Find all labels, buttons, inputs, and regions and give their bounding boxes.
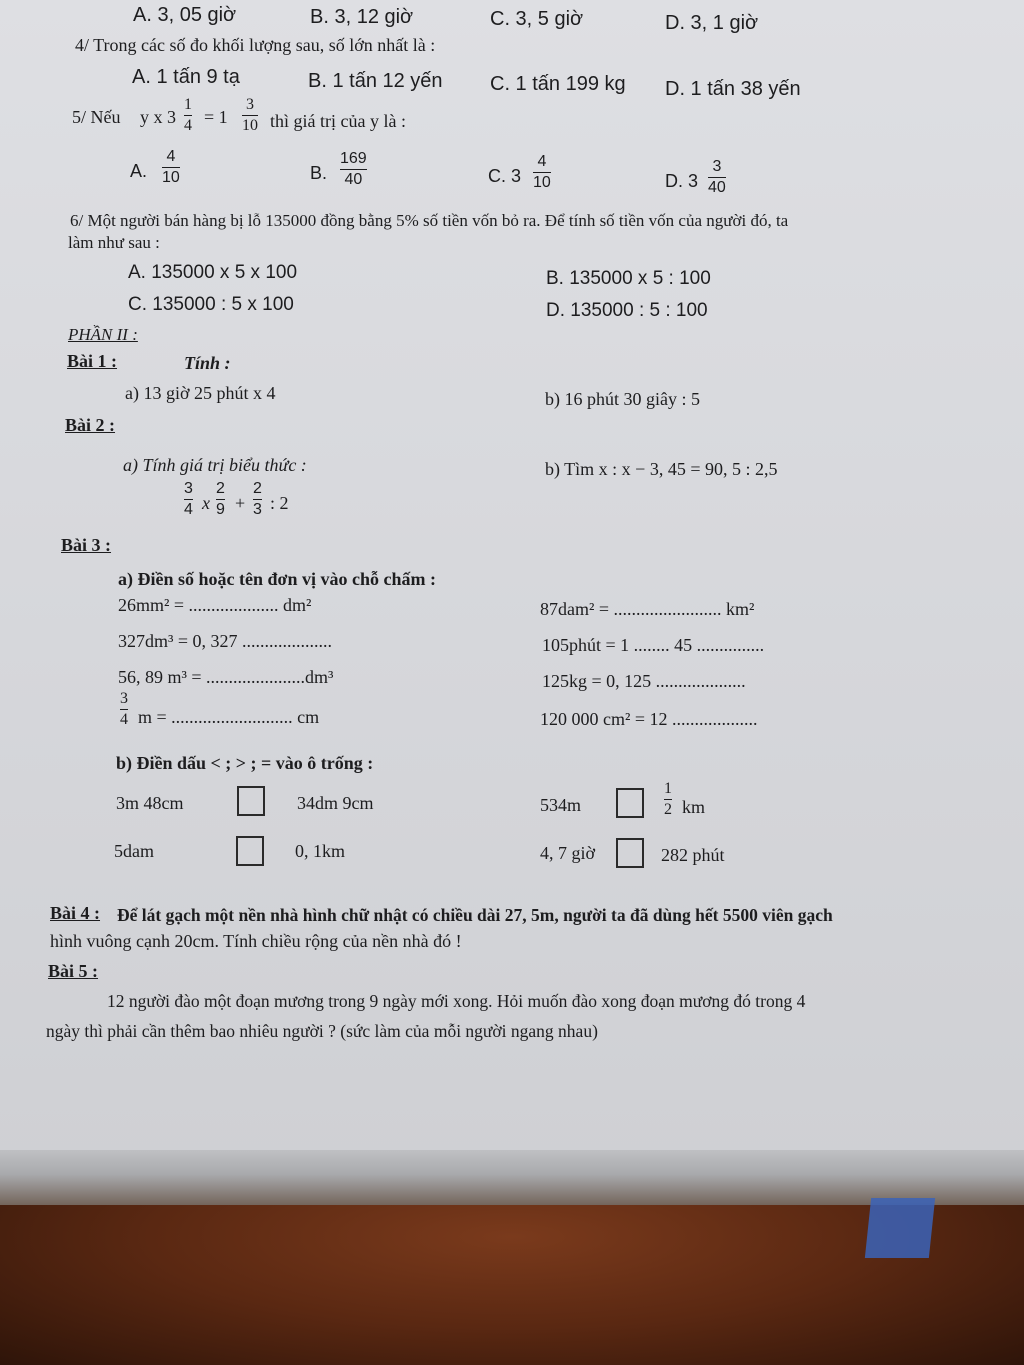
q3-option-b: B. 3, 12 giờ	[310, 6, 414, 28]
q5-option-c-label: C. 3	[488, 166, 522, 186]
bai-3-label: Bài 3 :	[61, 535, 112, 555]
bai-4-line-1: Để lát gạch một nền nhà hình chữ nhật có chiều dài 27, 5m, người ta đã dùng hết 5500 viên gạch	[117, 905, 833, 925]
q6-line-1: 6/ Một người bán hàng bị lỗ 135000 đồng bằng 5% số tiền vốn bỏ ra. Để tính số tiền vốn của người đó, ta	[70, 211, 789, 230]
bai-4-line-2: hình vuông cạnh 20cm. Tính chiều rộng của nền nhà đó !	[50, 931, 462, 951]
bai-3-part-b: b) Điền dấu < ; > ; = vào ô trống :	[116, 753, 374, 773]
compare-2-left: 534m	[540, 795, 582, 815]
q6-option-c: C. 135000 : 5 x 100	[128, 294, 294, 315]
compare-3-right: 0, 1km	[295, 841, 346, 861]
q6-option-b: B. 135000 x 5 : 100	[546, 268, 711, 289]
bai-3-row-1-right: 87dam² = ........................ km²	[540, 599, 755, 619]
compare-4-box[interactable]	[616, 838, 644, 868]
q3-option-c: C. 3, 5 giờ	[490, 8, 584, 30]
q5-option-c-fraction: 4 10	[533, 153, 551, 191]
q6-option-d: D. 135000 : 5 : 100	[546, 300, 708, 321]
bai-5-line-2: ngày thì phải cần thêm bao nhiêu người ? (sức làm của mỗi người ngang nhau)	[46, 1021, 598, 1041]
bai-1-label: Bài 1 :	[67, 351, 118, 371]
bai-3-row-3-left: 56, 89 m³ = ......................dm³	[118, 667, 334, 687]
bai-1-title: Tính :	[184, 353, 231, 373]
compare-2-box[interactable]	[616, 788, 644, 818]
bai-3-row-3-right: 125kg = 0, 125 ....................	[542, 671, 746, 691]
bai-2-fraction-2: 2 9	[216, 480, 225, 518]
compare-1-box[interactable]	[237, 786, 265, 816]
bai-1-part-a: a) 13 giờ 25 phút x 4	[125, 383, 276, 403]
bai-5-line-1: 12 người đào một đoạn mương trong 9 ngày mới xong. Hỏi muốn đào xong đoạn mương đó trong 4	[107, 991, 806, 1011]
q5-option-d-label: D. 3	[665, 171, 699, 191]
compare-2-fraction: 1 2	[664, 780, 672, 818]
part-2-heading: PHẦN II :	[68, 325, 138, 344]
q5-option-b-fraction: 169 40	[340, 150, 367, 188]
q5-option-d-fraction: 3 40	[708, 158, 726, 196]
bai-2-fraction-3: 2 3	[253, 480, 262, 518]
compare-4-left: 4, 7 giờ	[540, 843, 596, 863]
bai-3-part-a: a) Điền số hoặc tên đơn vị vào chỗ chấm :	[118, 569, 436, 589]
q4-option-d: D. 1 tấn 38 yến	[665, 78, 801, 100]
q4-option-b: B. 1 tấn 12 yến	[308, 70, 443, 92]
bai-2-label: Bài 2 :	[65, 415, 116, 435]
q3-option-a: A. 3, 05 giờ	[133, 4, 237, 26]
bai-3-row-2-left: 327dm³ = 0, 327 ....................	[118, 631, 333, 651]
bai-3-row-4-left: m = ........................... cm	[138, 707, 320, 727]
bai-3-row-1-left: 26mm² = .................... dm²	[118, 595, 312, 615]
q5-option-a-fraction: 4 10	[162, 148, 180, 186]
bai-4-label: Bài 4 :	[50, 903, 101, 923]
q3-option-d: D. 3, 1 giờ	[665, 12, 759, 34]
compare-3-box[interactable]	[236, 836, 264, 866]
q5-suffix: thì giá trị của y là :	[270, 111, 406, 131]
q5-fraction-2: 3 10	[242, 96, 258, 134]
q4-option-c: C. 1 tấn 199 kg	[490, 73, 626, 95]
compare-3-left: 5dam	[114, 841, 154, 861]
q6-line-2: làm như sau :	[68, 233, 160, 252]
q4-question: 4/ Trong các số đo khối lượng sau, số lớn nhất là :	[75, 35, 436, 55]
bai-2-part-a: a) Tính giá trị biểu thức :	[123, 455, 307, 475]
bai-2-op-1: x	[202, 493, 210, 513]
bai-2-tail: : 2	[270, 493, 289, 513]
bai-2-op-2: +	[235, 493, 246, 513]
compare-2-right: km	[682, 797, 706, 817]
bai-3-row-4-right: 120 000 cm² = 12 ...................	[540, 709, 758, 729]
q4-option-a: A. 1 tấn 9 tạ	[132, 66, 240, 88]
q5-fraction-1: 1 4	[184, 96, 192, 134]
bai-5-label: Bài 5 :	[48, 961, 99, 981]
compare-4-right: 282 phút	[661, 845, 725, 865]
compare-1-right: 34dm 9cm	[297, 793, 374, 813]
bai-1-part-b: b) 16 phút 30 giây : 5	[545, 389, 700, 409]
bai-3-row-2-right: 105phút = 1 ........ 45 ...............	[542, 635, 765, 655]
bai-3-row-4-fraction: 3 4	[120, 690, 128, 728]
compare-1-left: 3m 48cm	[116, 793, 184, 813]
bai-2-part-b: b) Tìm x : x − 3, 45 = 90, 5 : 2,5	[545, 459, 778, 479]
bai-2-fraction-1: 3 4	[184, 480, 193, 518]
q6-option-a: A. 135000 x 5 x 100	[128, 262, 298, 283]
q5-equals: = 1	[204, 107, 228, 127]
blue-tape	[865, 1198, 935, 1258]
q5-option-a-label: A.	[130, 161, 148, 181]
q5-y-times: y x 3	[140, 107, 176, 127]
q5-option-b-label: B.	[310, 163, 328, 183]
q5-prefix: 5/ Nếu	[72, 107, 121, 127]
